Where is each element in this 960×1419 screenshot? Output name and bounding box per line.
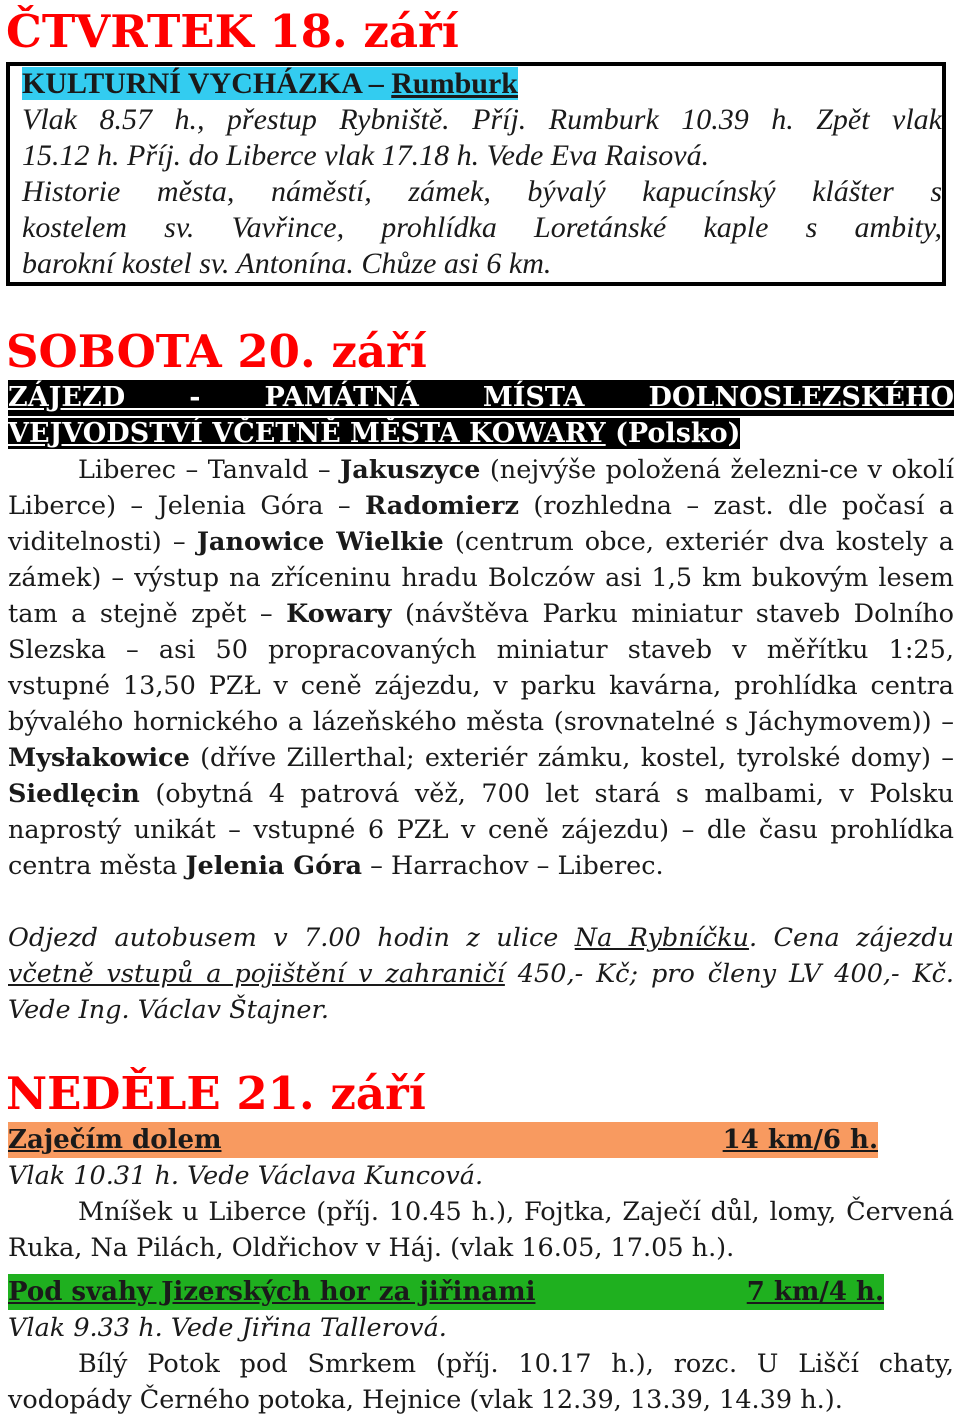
zajezd-title-line-2: VEJVODSTVÍ VČETNĚ MĚSTA KOWARY: [8, 418, 606, 449]
zajecim-info: Vlak 10.31 h. Vede Václava Kuncová.: [8, 1161, 484, 1191]
route-text: (rozhledna – zast. dle počasí a viditelnosti) –: [8, 491, 954, 557]
day-heading-thursday: ČTVRTEK 18. září: [6, 5, 459, 58]
jizerske-title: Pod svahy Jizerských hor za jiřinami: [8, 1277, 536, 1307]
zajezd-title: [8, 380, 954, 452]
jizerske-header: [8, 1274, 884, 1310]
route-text: (dříve Zillerthal; exteriér zámku, kostel, tyrolské domy) –: [189, 743, 954, 773]
jizerske-info: Vlak 9.33 h. Vede Jiřina Tallerová.: [8, 1313, 447, 1343]
zajecim-header: [8, 1122, 878, 1158]
rumburk-title-place: Rumburk: [391, 67, 518, 100]
zajezd-route: [8, 452, 954, 884]
jizerske-distance: 7 km/4 h.: [746, 1277, 884, 1307]
route-place-jelenia-gora: Jelenia Góra: [185, 851, 363, 881]
rumburk-line-4: kostelem sv. Vavřince, prohlídka Loretánské kaple s ambity,: [22, 211, 942, 244]
route-place-siedlecin: Siedlęcin: [8, 779, 140, 809]
rumburk-line-1: Vlak 8.57 h., přestup Rybniště. Příj. Rumburk 10.39 h. Zpět vlak: [22, 103, 942, 136]
route-text: Liberec – Tanvald –: [78, 455, 341, 485]
day-heading-saturday: SOBOTA 20. září: [6, 325, 427, 378]
zajezd-title-line-1: ZÁJEZD - PAMÁTNÁ MÍSTA DOLNOSLEZSKÉHO: [8, 380, 954, 416]
route-text: (návštěva Parku miniatur staveb Dolního Slezska – asi 50 propracovaných miniatur staveb v měřítku 1:25, vstupné 13,50 PZŁ v ceně zájezdu, v parku kavárna, prohlídka centra bývalého hornického a lázeňského města (srovnatelné s Jáchymovem)) –: [8, 599, 954, 737]
route-place-kowary: Kowary: [286, 599, 392, 629]
price-included: včetně vstupů a pojištění v zahraničí: [8, 959, 505, 989]
route-text: – Harrachov – Liberec.: [362, 851, 664, 881]
departure-street: Na Rybníčku: [574, 923, 749, 953]
zajecim-route: Mníšek u Liberce (příj. 10.45 h.), Fojtka, Zaječí důl, lomy, Červená Ruka, Na Pilách, Oldřichov v Háj. (vlak 16.05, 17.05 h.).: [8, 1197, 954, 1263]
price-text: . Cena zájezdu: [748, 923, 954, 953]
route-place-janowice: Janowice Wielkie: [196, 527, 444, 557]
route-place-myslakowice: Mysłakowice: [8, 743, 190, 773]
rumburk-line-2: 15.12 h. Příj. do Liberce vlak 17.18 h. Vede Eva Raisová.: [22, 139, 710, 172]
route-place-radomierz: Radomierz: [365, 491, 519, 521]
zajezd-departure: [8, 920, 954, 1028]
zajezd-title-suffix: (Polsko): [605, 418, 741, 449]
price-text: 450,- Kč; pro členy LV 400,- Kč. Vede Ing. Václav Štajner.: [8, 959, 955, 1025]
route-text: (nejvýše položená železni-ce v okolí Liberce) – Jelenia Góra –: [8, 455, 954, 521]
rumburk-title-prefix: KULTURNÍ VYCHÁZKA –: [22, 67, 392, 100]
rumburk-title: [22, 66, 942, 102]
route-text: (centrum obce, exteriér dva kostely a zámek) – výstup na zříceninu hradu Bolczów asi 1,5 km bukovým lesem tam a stejně zpět –: [8, 527, 954, 629]
day-heading-sunday: NEDĚLE 21. září: [6, 1067, 426, 1120]
departure-text: Odjezd autobusem v 7.00 hodin z ulice: [8, 923, 575, 953]
route-place-jakuszyce: Jakuszyce: [340, 455, 481, 485]
route-text: (obytná 4 patrová věž, 700 let stará s malbami, v Polsku naprostý unikát – vstupné 6 PZŁ v ceně zájezdu) – dle času prohlídka centra města: [8, 779, 954, 881]
jizerske-route: Bílý Potok pod Smrkem (příj. 10.17 h.), rozc. U Liščí chaty, vodopády Černého potoka, Hejnice (vlak 12.39, 13.39, 14.39 h.).: [8, 1349, 954, 1415]
zajecim-title: Zaječím dolem: [8, 1125, 222, 1155]
zajecim-distance: 14 km/6 h.: [722, 1125, 878, 1155]
rumburk-line-5: barokní kostel sv. Antonína. Chůze asi 6 km.: [22, 247, 552, 280]
rumburk-line-3: Historie města, náměstí, zámek, bývalý kapucínský klášter s: [22, 175, 942, 208]
